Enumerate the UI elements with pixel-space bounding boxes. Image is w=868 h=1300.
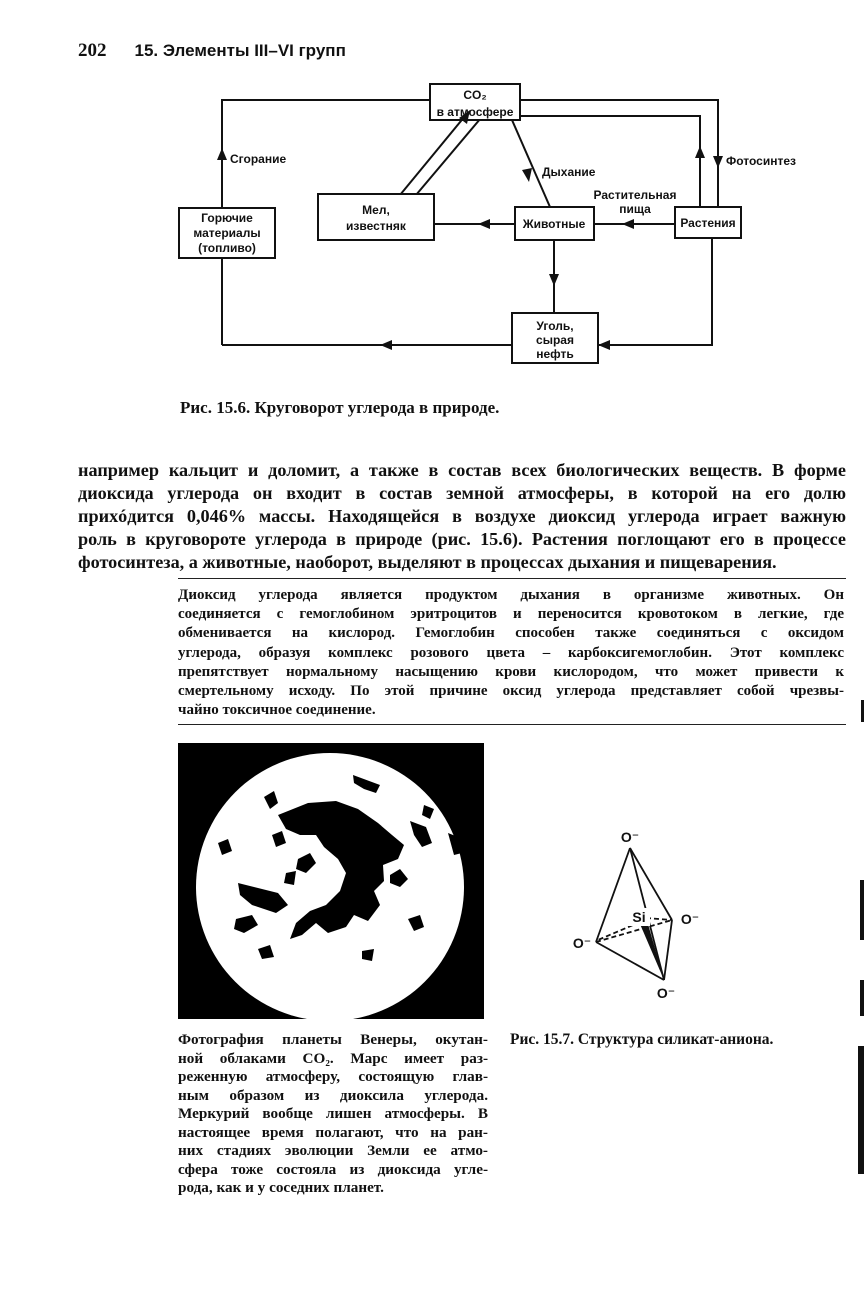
label-plant-food-line1: Растительная [593, 188, 677, 202]
atom-o-left: O⁻ [572, 935, 592, 951]
node-animals-label: Животные [522, 217, 586, 231]
line-chalk-to-atmosphere-b [416, 112, 486, 195]
scan-edge-mark [861, 700, 864, 722]
scan-edge-mark [858, 1046, 864, 1174]
note-paragraph [178, 586, 844, 720]
text-line: диоксида углерода он входит в состав земной атмосферы, в которой на его долю [78, 483, 846, 503]
note-line: соединяется с гемоглобином эритроцитов и переносится кровотоком в легкие, где [178, 606, 844, 623]
caption-line: Меркурий вообще лишен атмосферы. В [178, 1105, 488, 1122]
note-line: препятствует нормальному насыщению крови кислородом, что может привести к [178, 663, 844, 680]
node-co2-label: CO₂ [463, 88, 487, 102]
text-line: например кальцит и доломит, а также в состав всех биологических веществ. В форме [78, 460, 846, 480]
line-chalk-to-atmosphere-a [400, 110, 470, 195]
note-line: обменивается на кислород. Гемоглобин способен также соединяться с оксидом [178, 625, 844, 642]
arrow-animals-down [549, 274, 559, 286]
main-paragraph [78, 459, 846, 574]
arrow-to-chalk [478, 219, 490, 229]
text-line: фотосинтеза, а животные, наоборот, выделяют в процессах дыхания и пищеварения. [78, 552, 777, 572]
line-plants-to-coal [598, 238, 712, 345]
node-fuel-line2: материалы [193, 226, 261, 240]
note-line: чайно токсичное соединение. [178, 702, 376, 719]
caption-line: настоящее время полагают, что на ран- [178, 1123, 488, 1141]
scan-edge-mark [860, 880, 864, 940]
node-coal-line3: нефть [536, 347, 574, 361]
label-plant-food-line2: пища [619, 202, 651, 216]
note-line: углерода, образуя комплекс розового цвета – карбоксигемоглобин. Этот комплекс [178, 644, 844, 661]
caption-line: них стадиях эволюции Земли ее атмо- [178, 1142, 488, 1159]
node-coal-line1: Уголь, [536, 319, 574, 333]
caption-line: ной облаками CO₂. Марс имеет раз- [178, 1049, 488, 1067]
atom-o-bottom: O⁻ [656, 985, 676, 1001]
caption-line: реженную атмосферу, состоящую глав- [178, 1068, 488, 1085]
box-chalk [318, 194, 434, 240]
figure-15-6-caption: Рис. 15.6. Круговорот углерода в природе. [180, 398, 500, 417]
page-number: 202 [78, 40, 107, 61]
arrow-coal-to-fuel [380, 340, 392, 350]
figure-15-7-caption: Рис. 15.7. Структура силикат-аниона. [510, 1031, 774, 1048]
node-plants-label: Растения [680, 216, 736, 230]
line-animals-respiration [512, 120, 550, 207]
node-chalk-line2: известняк [346, 219, 406, 233]
caption-line: рода, как и у соседних планет. [178, 1179, 384, 1196]
atom-o-right: O⁻ [680, 911, 700, 927]
label-respiration: Дыхание [542, 165, 596, 179]
node-chalk-line1: Мел, [362, 203, 390, 217]
label-combustion: Сгорание [230, 152, 287, 166]
note-top-rule [178, 578, 846, 579]
atom-o-top: O⁻ [620, 829, 640, 845]
caption-line: сфера тоже состояла из диоксида угле- [178, 1160, 488, 1178]
arrow-respiration [522, 168, 532, 182]
silicate-anion-structure [560, 820, 720, 1010]
node-co2-sublabel: в атмосфере [436, 105, 514, 119]
caption-line: ным образом из диоксила углерода. [178, 1086, 488, 1104]
note-line: смертельному исходу. По этой причине оксид углерода представляет собой чрезвы- [178, 683, 844, 700]
venus-photo [178, 743, 484, 1019]
arrow-plants-up [695, 146, 705, 158]
arrow-combustion-up [217, 148, 227, 160]
node-coal-line2: сырая [536, 333, 574, 347]
scan-edge-mark [860, 980, 864, 1016]
note-bottom-rule [178, 724, 846, 725]
bond-right-bottom [664, 920, 672, 980]
text-line: роль в круговороте углерода в природе (рис. 15.6). Растения поглощают его в процессе [78, 529, 846, 549]
text-line: прихóдится 0,046% массы. Находящейся в воздухе диоксид углерода играет важную [78, 506, 846, 526]
arrow-to-coal [598, 340, 610, 350]
arrow-photosynthesis-down [713, 156, 723, 168]
carbon-cycle-diagram [0, 0, 868, 400]
label-photosynthesis: Фотосинтез [726, 154, 796, 168]
caption-line: Фотография планеты Венеры, окутан- [178, 1031, 488, 1048]
node-fuel-line1: Горючие [201, 211, 253, 225]
venus-photo-caption [178, 1031, 488, 1198]
node-fuel-line3: (топливо) [198, 241, 256, 255]
chapter-title: 15. Элементы III–VI групп [134, 41, 346, 60]
arrow-to-animals [622, 219, 634, 229]
atom-si: Si [632, 909, 646, 925]
note-line: Диоксид углерода является продуктом дыхания в организме животных. Он [178, 587, 844, 603]
